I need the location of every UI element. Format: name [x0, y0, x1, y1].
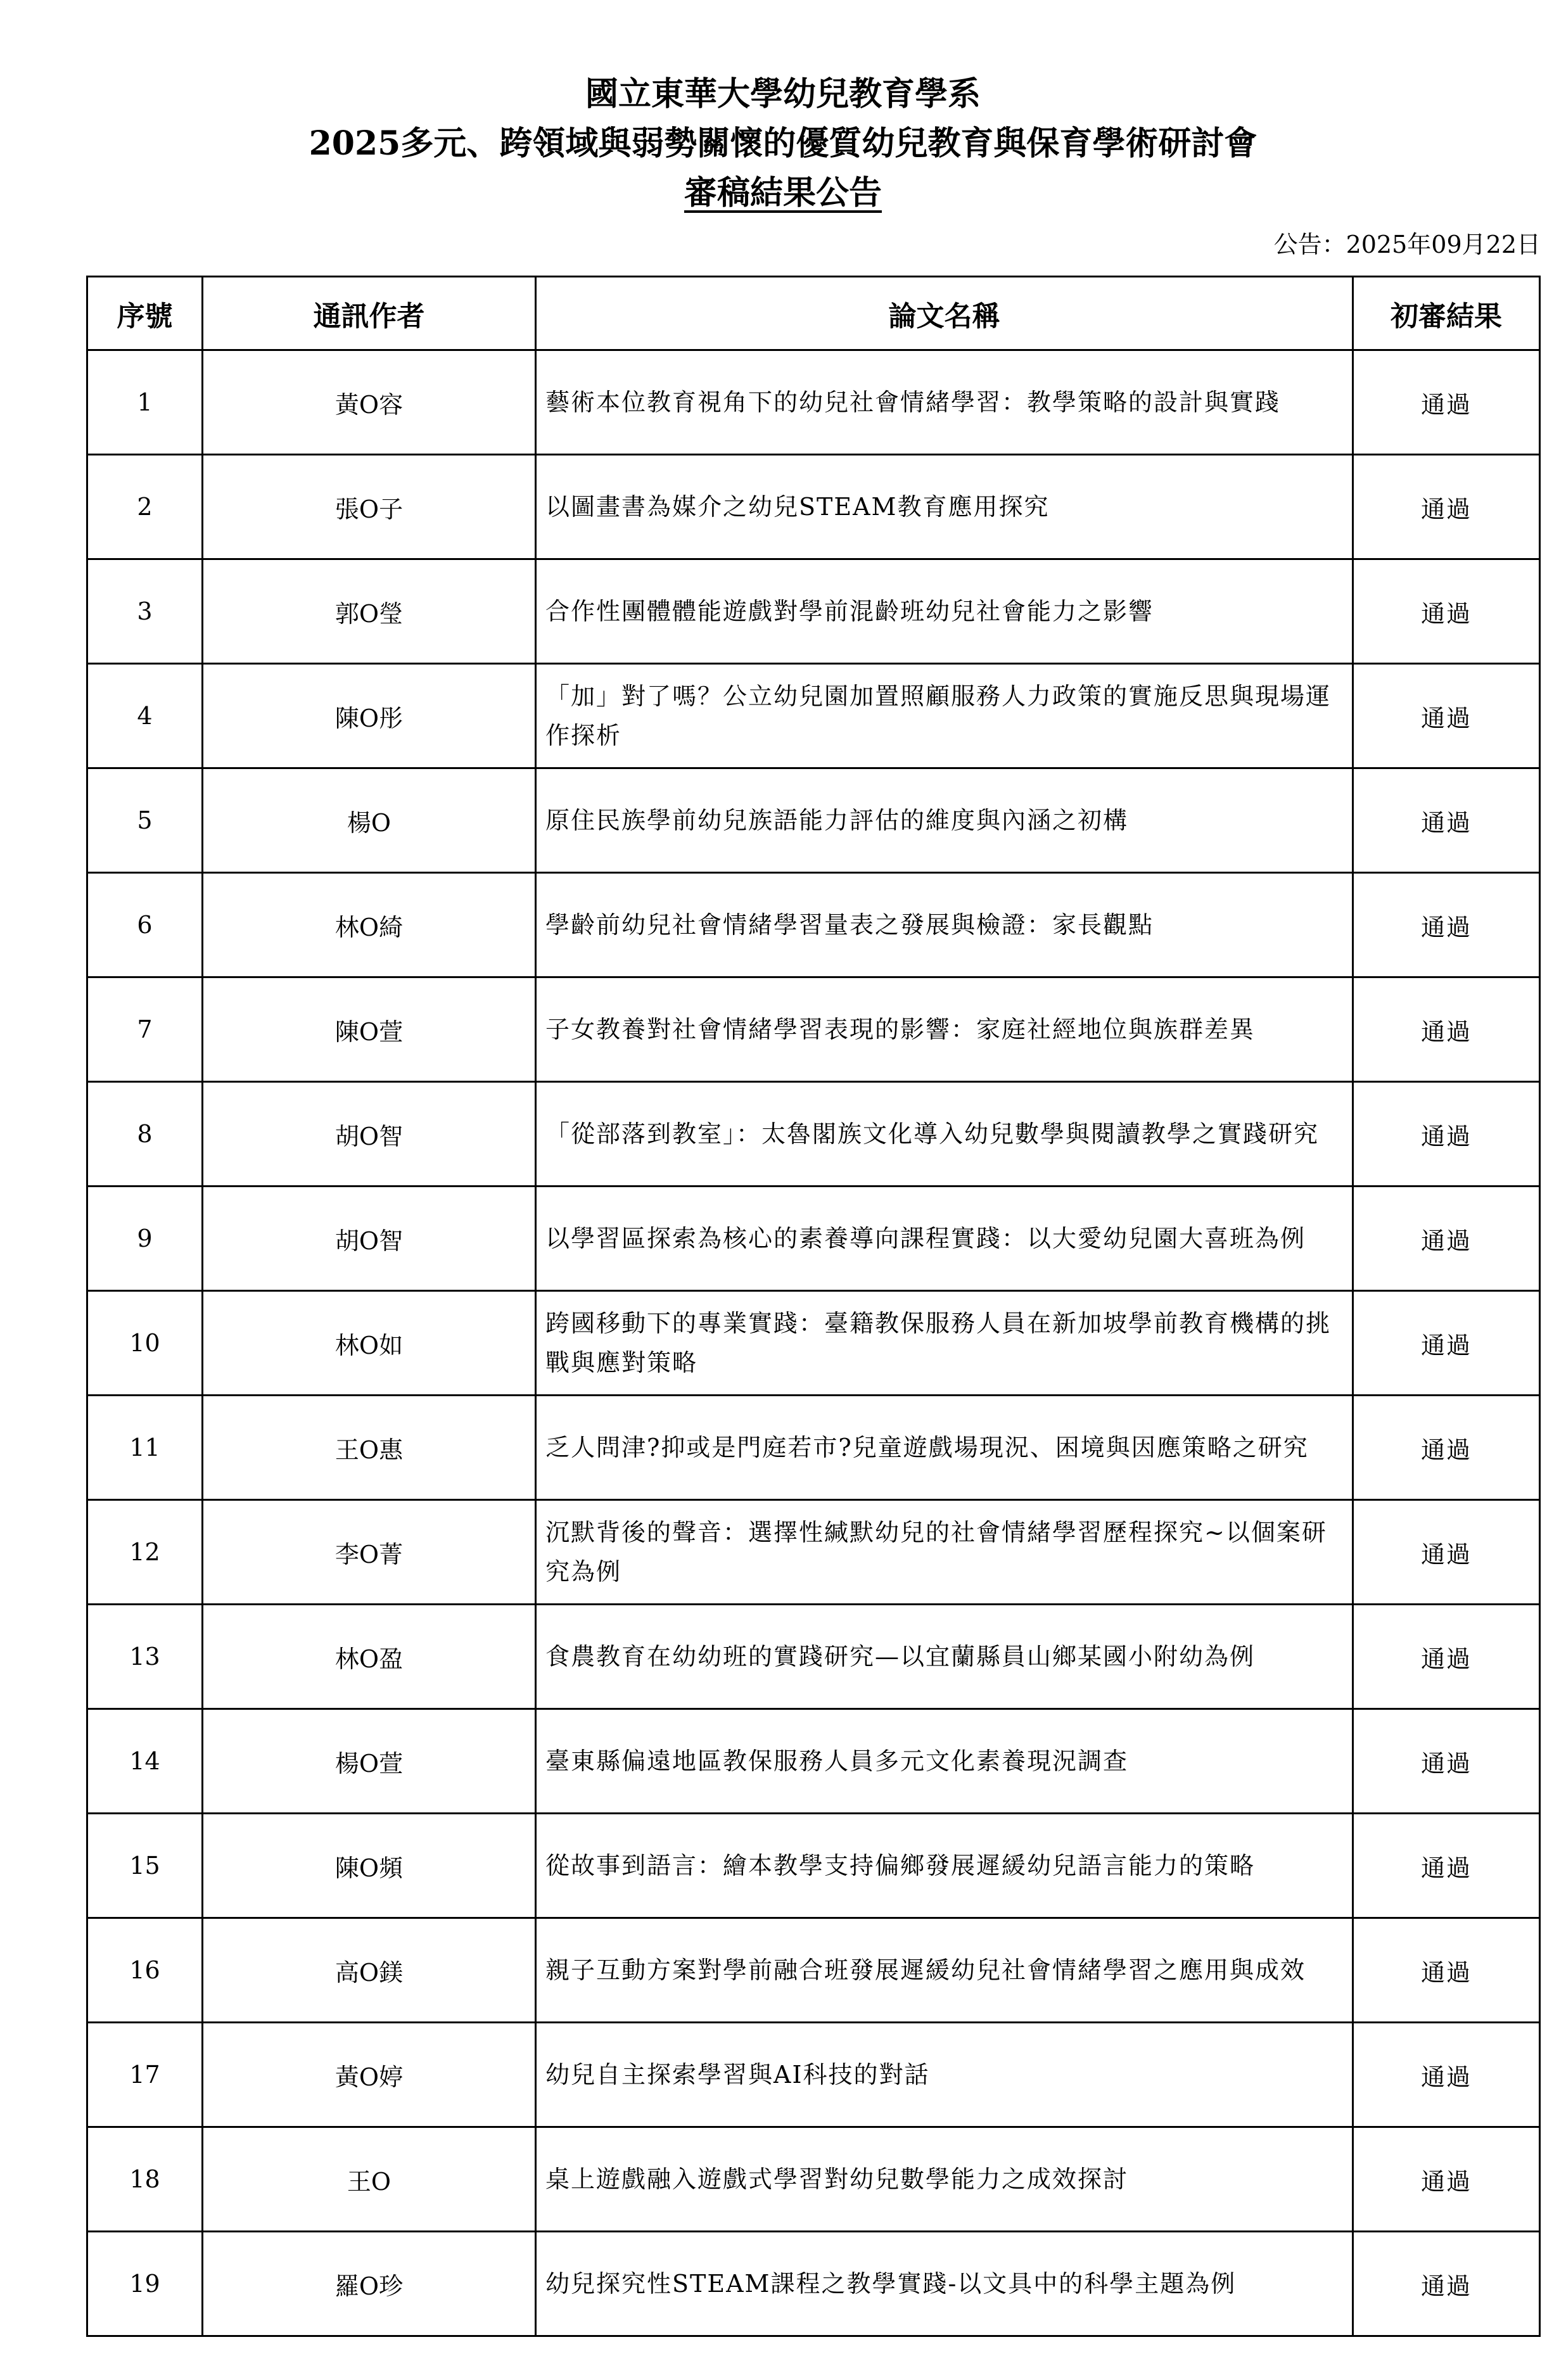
row-result: 通過 [1353, 2232, 1540, 2336]
row-result: 通過 [1353, 455, 1540, 559]
row-author: 胡O智 [203, 1082, 536, 1187]
row-paper-title: 從故事到語言：繪本教學支持偏鄉發展遲緩幼兒語言能力的策略 [536, 1814, 1353, 1918]
row-author: 李O菁 [203, 1500, 536, 1605]
row-number: 16 [87, 1918, 203, 2023]
row-author: 黃O容 [203, 350, 536, 455]
row-result: 通過 [1353, 1814, 1540, 1918]
row-paper-title: 學齡前幼兒社會情緒學習量表之發展與檢證：家長觀點 [536, 873, 1353, 977]
conference-title: 2025多元、跨領域與弱勢關懷的優質幼兒教育與保育學術研討會 [309, 124, 1257, 163]
row-paper-title: 以學習區探索為核心的素養導向課程實踐：以大愛幼兒園大喜班為例 [536, 1187, 1353, 1291]
row-paper-title: 藝術本位教育視角下的幼兒社會情緒學習：教學策略的設計與實踐 [536, 350, 1353, 455]
row-result: 通過 [1353, 1187, 1540, 1291]
row-result: 通過 [1353, 1500, 1540, 1605]
row-number: 14 [87, 1709, 203, 1814]
row-author: 楊O [203, 768, 536, 873]
table-row [87, 1500, 1540, 1605]
table-row [87, 350, 1540, 455]
row-result: 通過 [1353, 2127, 1540, 2232]
table-row [87, 664, 1540, 768]
column-header-author: 通訊作者 [203, 277, 536, 350]
row-author: 高O鎂 [203, 1918, 536, 2023]
row-paper-title: 沉默背後的聲音：選擇性緘默幼兒的社會情緒學習歷程探究~以個案研究為例 [536, 1500, 1353, 1605]
review-results-table [86, 276, 1541, 2337]
row-author: 陳O頻 [203, 1814, 536, 1918]
row-result: 通過 [1353, 559, 1540, 664]
row-author: 胡O智 [203, 1187, 536, 1291]
row-result: 通過 [1353, 1396, 1540, 1500]
row-result: 通過 [1353, 664, 1540, 768]
row-paper-title: 幼兒自主探索學習與AI科技的對話 [536, 2023, 1353, 2127]
row-number: 4 [87, 664, 203, 768]
announcement-title: 審稿結果公告 [684, 174, 882, 212]
column-header-result: 初審結果 [1353, 277, 1540, 350]
row-paper-title: 跨國移動下的專業實踐：臺籍教保服務人員在新加坡學前教育機構的挑戰與應對策略 [536, 1291, 1353, 1396]
row-author: 林O如 [203, 1291, 536, 1396]
table-row [87, 1396, 1540, 1500]
row-number: 7 [87, 977, 203, 1082]
row-paper-title: 食農教育在幼幼班的實踐研究—以宜蘭縣員山鄉某國小附幼為例 [536, 1605, 1353, 1709]
table-row [87, 1291, 1540, 1396]
row-number: 8 [87, 1082, 203, 1187]
table-row [87, 2023, 1540, 2127]
announcement-date: 公告：2025年09月22日 [1273, 231, 1541, 258]
row-author: 林O盈 [203, 1605, 536, 1709]
row-author: 陳O彤 [203, 664, 536, 768]
row-number: 6 [87, 873, 203, 977]
row-number: 18 [87, 2127, 203, 2232]
row-result: 通過 [1353, 350, 1540, 455]
table-row [87, 1814, 1540, 1918]
row-author: 楊O萱 [203, 1709, 536, 1814]
row-number: 15 [87, 1814, 203, 1918]
table-row [87, 2232, 1540, 2336]
table-row [87, 2127, 1540, 2232]
row-number: 19 [87, 2232, 203, 2336]
row-result: 通過 [1353, 1918, 1540, 2023]
row-paper-title: 「加」對了嗎？公立幼兒園加置照顧服務人力政策的實施反思與現場運作探析 [536, 664, 1353, 768]
row-author: 黃O婷 [203, 2023, 536, 2127]
row-result: 通過 [1353, 1291, 1540, 1396]
table-row [87, 455, 1540, 559]
table-body [87, 350, 1540, 2336]
table-row [87, 559, 1540, 664]
row-number: 17 [87, 2023, 203, 2127]
row-paper-title: 子女教養對社會情緒學習表現的影響：家庭社經地位與族群差異 [536, 977, 1353, 1082]
table-header-row [87, 277, 1540, 350]
row-result: 通過 [1353, 2023, 1540, 2127]
row-number: 5 [87, 768, 203, 873]
table-row [87, 1709, 1540, 1814]
document-header [0, 70, 1566, 218]
row-result: 通過 [1353, 768, 1540, 873]
row-paper-title: 親子互動方案對學前融合班發展遲緩幼兒社會情緒學習之應用與成效 [536, 1918, 1353, 2023]
row-result: 通過 [1353, 977, 1540, 1082]
row-number: 12 [87, 1500, 203, 1605]
row-author: 羅O珍 [203, 2232, 536, 2336]
department-title: 國立東華大學幼兒教育學系 [585, 75, 981, 113]
row-number: 10 [87, 1291, 203, 1396]
table-row [87, 1082, 1540, 1187]
row-number: 11 [87, 1396, 203, 1500]
row-author: 陳O萱 [203, 977, 536, 1082]
column-header-paper-title: 論文名稱 [536, 277, 1353, 350]
row-result: 通過 [1353, 873, 1540, 977]
column-header-number: 序號 [87, 277, 203, 350]
row-author: 王O [203, 2127, 536, 2232]
row-number: 13 [87, 1605, 203, 1709]
row-author: 林O綺 [203, 873, 536, 977]
row-number: 2 [87, 455, 203, 559]
table-row [87, 1605, 1540, 1709]
row-author: 郭O瑩 [203, 559, 536, 664]
row-paper-title: 桌上遊戲融入遊戲式學習對幼兒數學能力之成效探討 [536, 2127, 1353, 2232]
row-paper-title: 原住民族學前幼兒族語能力評估的維度與內涵之初構 [536, 768, 1353, 873]
row-paper-title: 臺東縣偏遠地區教保服務人員多元文化素養現況調查 [536, 1709, 1353, 1814]
review-results-table-container [86, 276, 1539, 2337]
row-number: 9 [87, 1187, 203, 1291]
row-number: 1 [87, 350, 203, 455]
table-row [87, 768, 1540, 873]
table-row [87, 1918, 1540, 2023]
table-row [87, 1187, 1540, 1291]
row-paper-title: 乏人問津?抑或是門庭若市?兒童遊戲場現況、困境與因應策略之研究 [536, 1396, 1353, 1500]
table-row [87, 873, 1540, 977]
table-row [87, 977, 1540, 1082]
row-result: 通過 [1353, 1082, 1540, 1187]
row-paper-title: 「從部落到教室」：太魯閣族文化導入幼兒數學與閱讀教學之實踐研究 [536, 1082, 1353, 1187]
row-paper-title: 幼兒探究性STEAM課程之教學實踐-以文具中的科學主題為例 [536, 2232, 1353, 2336]
row-result: 通過 [1353, 1709, 1540, 1814]
row-paper-title: 以圖畫書為媒介之幼兒STEAM教育應用探究 [536, 455, 1353, 559]
row-paper-title: 合作性團體體能遊戲對學前混齡班幼兒社會能力之影響 [536, 559, 1353, 664]
row-author: 張O子 [203, 455, 536, 559]
row-number: 3 [87, 559, 203, 664]
row-result: 通過 [1353, 1605, 1540, 1709]
row-author: 王O惠 [203, 1396, 536, 1500]
